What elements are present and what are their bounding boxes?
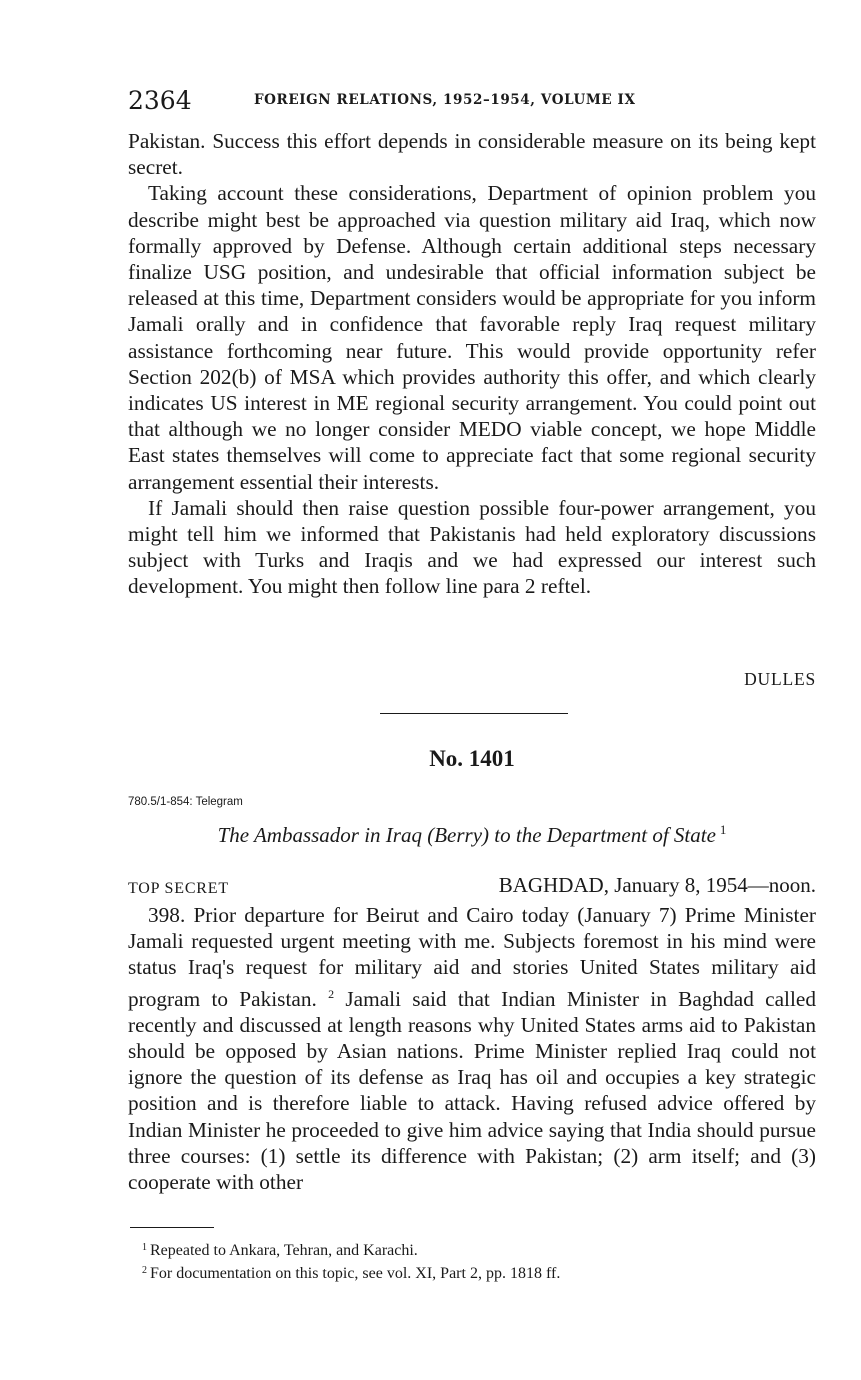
running-head bbox=[128, 86, 816, 116]
footnote-marker: 2 bbox=[328, 986, 335, 1001]
document-number: No. 1401 bbox=[429, 746, 515, 771]
footnote bbox=[142, 1238, 802, 1261]
classification-label: TOP SECRET bbox=[128, 880, 229, 897]
page-number: 2364 bbox=[128, 86, 192, 115]
footnotes bbox=[142, 1238, 802, 1284]
footnote-marker: 1 bbox=[719, 822, 727, 837]
paragraph bbox=[128, 902, 816, 1195]
file-reference: 780.5/1-854: Telegram bbox=[128, 796, 243, 808]
volume-title: FOREIGN RELATIONS, 1952–1954, VOLUME IX bbox=[254, 92, 636, 108]
body-text: 398. Prior departure for Beirut and Cairo today (January 7) Prime Minister Jamali requested urgent meeting with me. Subjects foremost in his mind were status Iraq's request for military aid and stories United States military aid program to Pakistan. bbox=[128, 903, 816, 1011]
paragraph: Pakistan. Success this effort depends in considerable measure on its being kept secret. bbox=[128, 129, 816, 180]
section-divider bbox=[380, 713, 568, 714]
footnote-mark: 1 bbox=[142, 1242, 147, 1253]
footnote-mark: 2 bbox=[142, 1265, 147, 1276]
footnote-text: For documentation on this topic, see vol. XI, Part 2, pp. 1818 ff. bbox=[150, 1265, 561, 1282]
body-text: Jamali said that Indian Minister in Baghdad called recently and discussed at length reasons why United States arms aid to Pakistan should be opposed by Asian nations. Prime Minister replied Iraq could not ignore the question of its defense as Iraq has oil and occupies a key strategic position and is therefore liable to attack. Having refused advice offered by Indian Minister he proceeded to give him advice saying that India should pursue three courses: (1) settle its difference with Pakistan; (2) arm itself; and (3) cooperate with other bbox=[128, 986, 816, 1195]
paragraph: If Jamali should then raise question possible four-power arrangement, you might tell him we informed that Pakistanis had held exploratory discussions subject with Turks and Iraqis and we had expressed our interest such development. You might then follow line para 2 reftel. bbox=[128, 495, 816, 599]
document-title-text: The Ambassador in Iraq (Berry) to the Department of State bbox=[217, 823, 716, 847]
dateline: BAGHDAD, January 8, 1954—noon. bbox=[498, 873, 816, 897]
footnote-divider bbox=[130, 1227, 214, 1228]
prior-document-text bbox=[128, 128, 816, 600]
document-title bbox=[128, 822, 816, 848]
footnote bbox=[142, 1261, 802, 1284]
signature: DULLES bbox=[744, 669, 816, 689]
paragraph: Taking account these considerations, Department of opinion problem you describe might best be approached via question military aid Iraq, which now formally approved by Defense. Although certain additional steps necessary finalize USG position, and undesirable that official information subject be released at this time, Department considers would be appropriate for you inform Jamali orally and in confidence that favorable reply Iraq request military assistance forthcoming near future. This would provide opportunity refer Section 202(b) of MSA which provides authority this offer, and which clearly indicates US interest in ME regional security arrangement. You could point out that although we no longer consider MEDO viable concept, we hope Middle East states themselves will come to appreciate fact that some regional security arrangement essential their interests. bbox=[128, 181, 816, 494]
telegram-body bbox=[128, 902, 816, 1195]
footnote-text: Repeated to Ankara, Tehran, and Karachi. bbox=[150, 1242, 418, 1259]
